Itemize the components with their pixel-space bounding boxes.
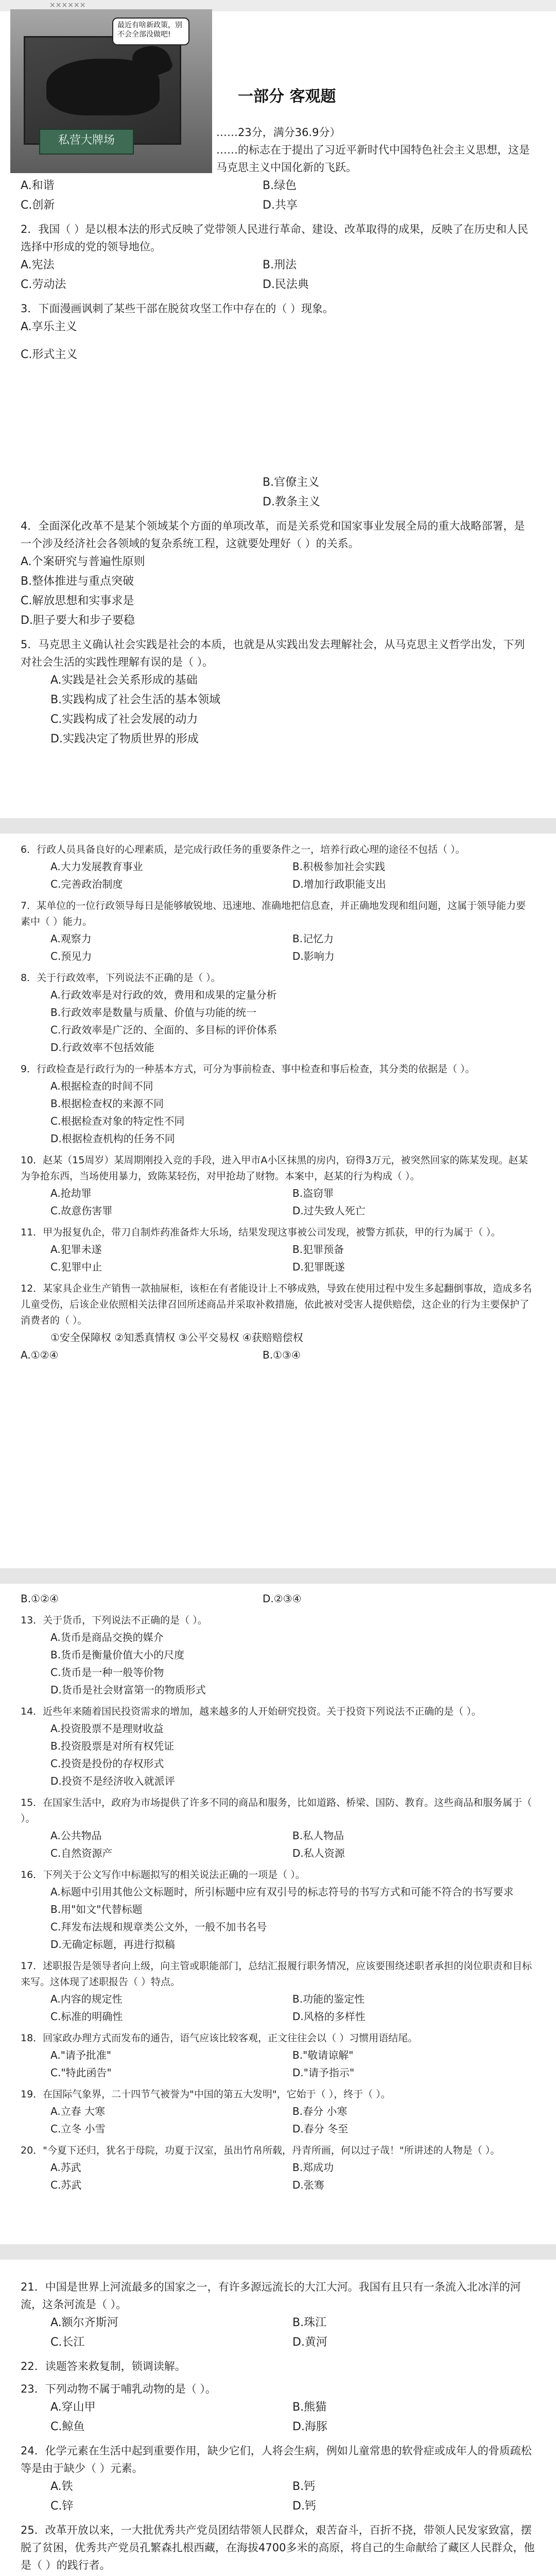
document-page-4 — [21, 2273, 535, 2576]
q10-option-d[interactable]: D.过失致人死亡 — [292, 1205, 366, 1217]
q21-options — [21, 2313, 535, 2352]
q4-option-d[interactable]: D.胆子要大和步子要稳 — [21, 614, 135, 627]
q11-option-b[interactable]: B.犯罪预备 — [292, 1243, 344, 1256]
q20-options — [21, 2159, 535, 2194]
q8-option-c[interactable]: C.行政效率是广泛的、全面的、多目标的评价体系 — [50, 1024, 277, 1036]
question-2: 2．我国（ ）是以根本法的形式反映了党带领人民进行革命、建设、改革取得的成果，反映了在历史和人民选择中形成的党的领导地位。 — [21, 223, 529, 253]
q8-option-a[interactable]: A.行政效率是对行政的效，费用和成果的定量分析 — [50, 989, 277, 1001]
q3-option-b[interactable]: B.官僚主义 — [263, 476, 320, 489]
q15-option-d[interactable]: D.私人资源 — [292, 1847, 345, 1859]
q24-option-c[interactable]: C.锌 — [50, 2500, 74, 2513]
q18-option-c[interactable]: C."特此函告" — [50, 2066, 112, 2079]
page-divider-3 — [0, 2244, 556, 2260]
q6-option-c[interactable]: C.完善政治制度 — [50, 878, 123, 890]
question-19: 19．在国际气象界，二十四节气被誉为"中国的第五大发明"，它始于（ ），终于（ ）。 — [21, 2089, 391, 2100]
q13-option-a[interactable]: A.货币是商品交换的媒介 — [50, 1631, 164, 1643]
q8-option-d[interactable]: D.行政效率不包括效能 — [50, 1041, 154, 1054]
q15-option-a[interactable]: A.公共物品 — [50, 1829, 102, 1842]
q11-option-a[interactable]: A.犯罪未遂 — [50, 1243, 102, 1256]
question-12: 12．某家具企业生产销售一款抽屉柜，该柜在有者能设计上不够成熟，导致在使用过程中发生多起翻倒事故，造成多名儿童受伤，后该企业依照相关法律召回所述商品并采取补救措施，依此被对受害人提供赔偿，这企业的行为主要保护了消费者的（ ）。 — [21, 1283, 532, 1326]
q8-option-b[interactable]: B.行政效率是数量与质量、价值与功能的统一 — [50, 1006, 257, 1019]
q12-statements: ①安全保障权 ②知悉真情权 ③公平交易权 ④获赔赔偿权 — [50, 1331, 303, 1344]
q17-option-b[interactable]: B.功能的鉴定性 — [292, 1993, 365, 2005]
question-22: 22．读题答来救复制，锁调读解。 — [21, 2360, 186, 2372]
question-9: 9．行政检查是行政行为的一种基本方式，可分为事前检查、事中检查和事后检查，其分类的依据是（ ）。 — [21, 1063, 475, 1075]
q2-option-a[interactable]: A.宪法 — [21, 259, 55, 272]
q9-option-d[interactable]: D.根据检查机构的任务不同 — [50, 1132, 175, 1145]
document-page-3 — [21, 1590, 535, 2194]
q25-option-a[interactable] — [50, 2574, 292, 2576]
q14-option-c[interactable]: C.投资是投份的存权形式 — [50, 1757, 164, 1770]
q6-option-a[interactable]: A.大力发展教育事业 — [50, 860, 143, 873]
q12-option-d[interactable]: D.②③④ — [263, 1592, 302, 1605]
q14-option-d[interactable]: D.投资不是经济收入就派评 — [50, 1775, 175, 1787]
q1-option-b[interactable]: B.绿色 — [263, 179, 297, 192]
q12-options — [21, 1346, 535, 1364]
q19-option-b[interactable]: B.春分 小寒 — [292, 2105, 348, 2117]
q1-options — [21, 176, 535, 215]
q20-option-d[interactable]: D.张骞 — [292, 2179, 324, 2191]
q5-option-b[interactable]: B.实践构成了社会生活的基本领域 — [50, 693, 221, 706]
q19-option-d[interactable]: D.春分 冬至 — [292, 2123, 349, 2135]
q17-option-d[interactable]: D.风格的多样性 — [292, 2010, 366, 2023]
question-5: 5．马克思主义确认社会实践是社会的本质，也就是从实践出发去理解社会，从马克思主义哲学出发，下列对社会生活的实践性理解有误的是（ ）。 — [21, 638, 525, 668]
question-10: 10．赵某（15周岁）某周期刚投入竞的手段，进入甲市A小区抹黑的房内，窃得3万元，被突然回家的陈某发现。赵某为争抢东西，当场使用暴力，致陈某轻伤，对甲抢劫了财物。本案中，赵某的行为构成（ ）。 — [21, 1155, 528, 1182]
page-divider-1 — [0, 818, 556, 834]
q7-option-b[interactable]: B.记忆力 — [292, 933, 334, 945]
q13-option-b[interactable]: B.货币是衡量价值大小的尺度 — [50, 1649, 185, 1661]
q10-option-b[interactable]: B.盗窃罪 — [292, 1187, 334, 1199]
q21-option-a[interactable]: A.额尔齐斯河 — [50, 2316, 118, 2329]
question-4: 4．全面深化改革不是某个领域某个方面的单项改革，而是关系党和国家事业发展全局的重大战略部署，是一个涉及经济社会各领域的复杂系统工程，这就要处理好（ ）的关系。 — [21, 520, 525, 550]
question-18: 18．回家政办理方式而发布的通告，语气应该比较客观，正文往往会以（ ）习惯用语结尾。 — [21, 2032, 418, 2044]
q21-option-c[interactable]: C.长江 — [50, 2336, 85, 2349]
q18-option-a[interactable]: A."请予批准" — [50, 2049, 112, 2061]
page-divider-2 — [0, 1568, 556, 1584]
q19-options — [21, 2103, 535, 2138]
q9-option-a[interactable]: A.根据检查的时间不同 — [50, 1080, 153, 1092]
q18-option-b[interactable]: B."敬请谅解" — [292, 2049, 354, 2061]
q16-option-c[interactable]: C.拜发布法规和规章类公文外，一般不加书名号 — [50, 1921, 267, 1933]
q12-option-b[interactable]: B.①②④ — [21, 1592, 59, 1605]
q3-option-a[interactable]: A.享乐主义 — [21, 320, 77, 333]
q23-option-d[interactable]: D.海豚 — [292, 2420, 327, 2433]
q20-option-c[interactable]: C.苏武 — [50, 2179, 82, 2191]
q23-option-c[interactable]: C.鲸鱼 — [50, 2420, 85, 2433]
q7-option-d[interactable]: D.影响力 — [292, 950, 335, 962]
q24-option-a[interactable]: A.铁 — [50, 2480, 73, 2493]
question-15: 15．在国家生活中，政府为市场提供了许多不同的商品和服务，比如道路、桥梁、国防、教育。这些商品和服务属于（ ）。 — [21, 1797, 532, 1824]
q2-option-b[interactable]: B.刑法 — [263, 259, 297, 272]
q24-option-d[interactable]: D.钙 — [292, 2500, 316, 2513]
q5-option-d[interactable]: D.实践决定了物质世界的形成 — [50, 733, 199, 745]
q1-option-d[interactable]: D.共享 — [263, 199, 298, 212]
q19-option-c[interactable]: C.立冬 小雪 — [50, 2123, 106, 2135]
q13-option-d[interactable]: D.货币是社会财富第一的物质形式 — [50, 1684, 206, 1696]
question-14: 14．近些年来随着国民投资需求的增加，越来越多的人开始研究投资。关于投资下列说法不正确的是（ ）。 — [21, 1706, 481, 1717]
q2-option-d[interactable]: D.民法典 — [263, 278, 309, 291]
q3-option-c[interactable]: C.形式主义 — [21, 348, 78, 361]
comic-placeholder — [21, 365, 535, 473]
q1-option-c[interactable]: C.创新 — [21, 199, 55, 212]
q9-option-c[interactable]: C.根据检查对象的特定性不同 — [50, 1115, 185, 1127]
q12-continued-options — [21, 1590, 535, 1607]
q9-option-b[interactable]: B.根据检查权的来源不同 — [50, 1097, 164, 1110]
q19-option-a[interactable]: A.立春 大寒 — [50, 2105, 106, 2117]
q11-options — [21, 1241, 535, 1276]
q18-option-d[interactable]: D."请予指示" — [292, 2066, 355, 2079]
q21-option-d[interactable]: D.黄河 — [292, 2336, 327, 2349]
q17-options — [21, 1990, 535, 2025]
q23-option-a[interactable]: A.穿山甲 — [50, 2401, 96, 2414]
document-page-1 — [21, 124, 535, 749]
q20-option-a[interactable]: A.苏武 — [50, 2161, 81, 2174]
q18-options — [21, 2046, 535, 2081]
header-title: ×××××× — [49, 1, 86, 9]
q7-options — [21, 930, 535, 965]
q16-option-b[interactable]: B.用"如文"代替标题 — [50, 1903, 143, 1916]
q21-option-b[interactable]: B.珠江 — [292, 2316, 327, 2329]
document-page-2 — [21, 837, 535, 1364]
q10-option-a[interactable]: A.抢劫罪 — [50, 1187, 92, 1199]
q11-option-c[interactable]: C.犯罪中止 — [50, 1261, 102, 1273]
q17-option-c[interactable]: C.标准的明确性 — [50, 2010, 123, 2023]
question-23: 23．下列动物不属于哺乳动物的是（ ）。 — [21, 2383, 216, 2395]
q12-option-a[interactable]: A.①②④ — [21, 1349, 59, 1361]
q17-option-a[interactable]: A.内容的规定性 — [50, 1993, 123, 2005]
q2-options — [21, 256, 535, 295]
q6-options — [21, 858, 535, 893]
q23-option-b[interactable]: B.熊猫 — [292, 2401, 327, 2414]
q7-option-a[interactable]: A.观察力 — [50, 933, 92, 945]
q20-option-b[interactable]: B.郑成功 — [292, 2161, 334, 2174]
q24-option-b[interactable]: B.钙 — [292, 2480, 316, 2493]
q13-option-c[interactable]: C.货币是一种一般等价物 — [50, 1666, 164, 1679]
q25-option-b[interactable] — [292, 2574, 534, 2576]
q24-options — [21, 2477, 535, 2516]
q25-options — [21, 2574, 535, 2576]
q16-option-d[interactable]: D.无确定标题，再进行拟稿 — [50, 1938, 175, 1951]
question-6: 6．行政人员具备良好的心理素质，是完成行政任务的重要条件之一，培养行政心理的途径不包括（ ）。 — [21, 844, 465, 855]
intro-line-1: ……23分，满分36.9分） — [216, 126, 341, 139]
question-13: 13．关于货币，下列说法不正确的是（ ）。 — [21, 1615, 207, 1626]
q6-option-d[interactable]: D.增加行政职能支出 — [292, 878, 386, 890]
question-11: 11．甲为报复仇企，带刀自制炸药准备炸大乐场，结果发现这事被公司发现，被警方抓获，甲的行为属于（ ）。 — [21, 1227, 501, 1238]
q4-option-c[interactable]: C.解放思想和实事求是 — [21, 595, 134, 607]
q3-option-d[interactable]: D.教条主义 — [263, 496, 320, 509]
q1-option-a[interactable]: A.和谐 — [21, 179, 55, 192]
q16-option-a[interactable]: A.标题中引用其他公文标题时，所引标题中应有双引号的标志符号的书写方式和可能不符合的书写要求 — [50, 1886, 514, 1898]
question-8: 8．关于行政效率，下列说法不正确的是（ ）。 — [21, 972, 221, 984]
q5-option-a[interactable]: A.实践是社会关系形成的基础 — [50, 674, 198, 687]
q4-option-b[interactable]: B.整体推进与重点突破 — [21, 575, 134, 588]
q15-option-b[interactable]: B.私人物品 — [292, 1829, 344, 1842]
q5-option-c[interactable]: C.实践构成了社会发展的动力 — [50, 713, 198, 726]
question-17: 17．述职报告是领导者向上级，向主管或职能部门，总结汇报履行职务情况，应该要围绕述职者承担的岗位职责和目标来写。这体现了述职报告（ ）特点。 — [21, 1960, 532, 1988]
q12-option-c[interactable]: B.①③④ — [263, 1349, 301, 1361]
q10-options — [21, 1184, 535, 1219]
q6-option-b[interactable]: B.积极参加社会实践 — [292, 860, 386, 873]
question-25: 25．改革开放以来，一大批优秀共产党员团结带领人民群众，艰苦奋斗，百折不挠，带领人民发家致富，摆脱了贫困，优秀共产党员孔繁森扎根西藏，在海拔4700多米的高原，将自己的生命献给了藏区人民群众，他是（ ）的践行者。 — [21, 2524, 535, 2571]
question-20: 20．"今夏下还归，犹名于母院，功夏于汉室，虽出竹帛所载，丹青所画，何以过子哉！"所讲述的人物是（ ）。 — [21, 2145, 500, 2156]
question-24: 24．化学元素在生活中起到重要作用，缺少它们，人将会生病，例如儿童常患的软骨症或成年人的骨质疏松等是由于缺少（ ）元素。 — [21, 2445, 532, 2475]
question-21: 21．中国是世界上河流最多的国家之一，有许多源远流长的大江大河。我国有且只有一条流入北冰洋的河流，这条河流是（ ）。 — [21, 2281, 521, 2311]
cartoon-plaque: 私营大牌场 — [39, 129, 134, 155]
q4-option-a[interactable]: A.个案研究与普遍性原则 — [21, 555, 145, 568]
q15-option-c[interactable]: C.自然资源产 — [50, 1847, 113, 1859]
q15-options — [21, 1827, 535, 1862]
q14-option-b[interactable]: B.投资股票是对所有权凭证 — [50, 1740, 175, 1752]
q23-options — [21, 2398, 535, 2437]
intro-line-2: ……的标志在于提出了习近平新时代中国特色社会主义思想，这是马克思主义中国化新的飞跃。 — [216, 144, 530, 174]
part-heading: 一部分 客观题 — [238, 88, 336, 106]
q14-option-a[interactable]: A.投资股票不是理财收益 — [50, 1722, 164, 1735]
question-16: 16．下列关于公文写作中标题拟写的相关说法正确的一项是（ ）。 — [21, 1869, 305, 1880]
question-7: 7．某单位的一位行政领导每日是能够敏锐地、迅速地、准确地把信息查，并正确地发现和组问题，这属于领导能力要素中（ ）能力。 — [21, 900, 526, 927]
q2-option-c[interactable]: C.劳动法 — [21, 278, 66, 291]
q10-option-c[interactable]: C.故意伤害罪 — [50, 1205, 113, 1217]
q7-option-c[interactable]: C.预见力 — [50, 950, 92, 962]
question-3: 3．下面漫画讽刺了某些干部在脱贫攻坚工作中存在的（ ）现象。 — [21, 302, 334, 315]
q11-option-d[interactable]: D.犯罪既遂 — [292, 1261, 345, 1273]
speech-bubble: 最近有啥新政策，别不会全部没做吧! — [112, 18, 189, 45]
